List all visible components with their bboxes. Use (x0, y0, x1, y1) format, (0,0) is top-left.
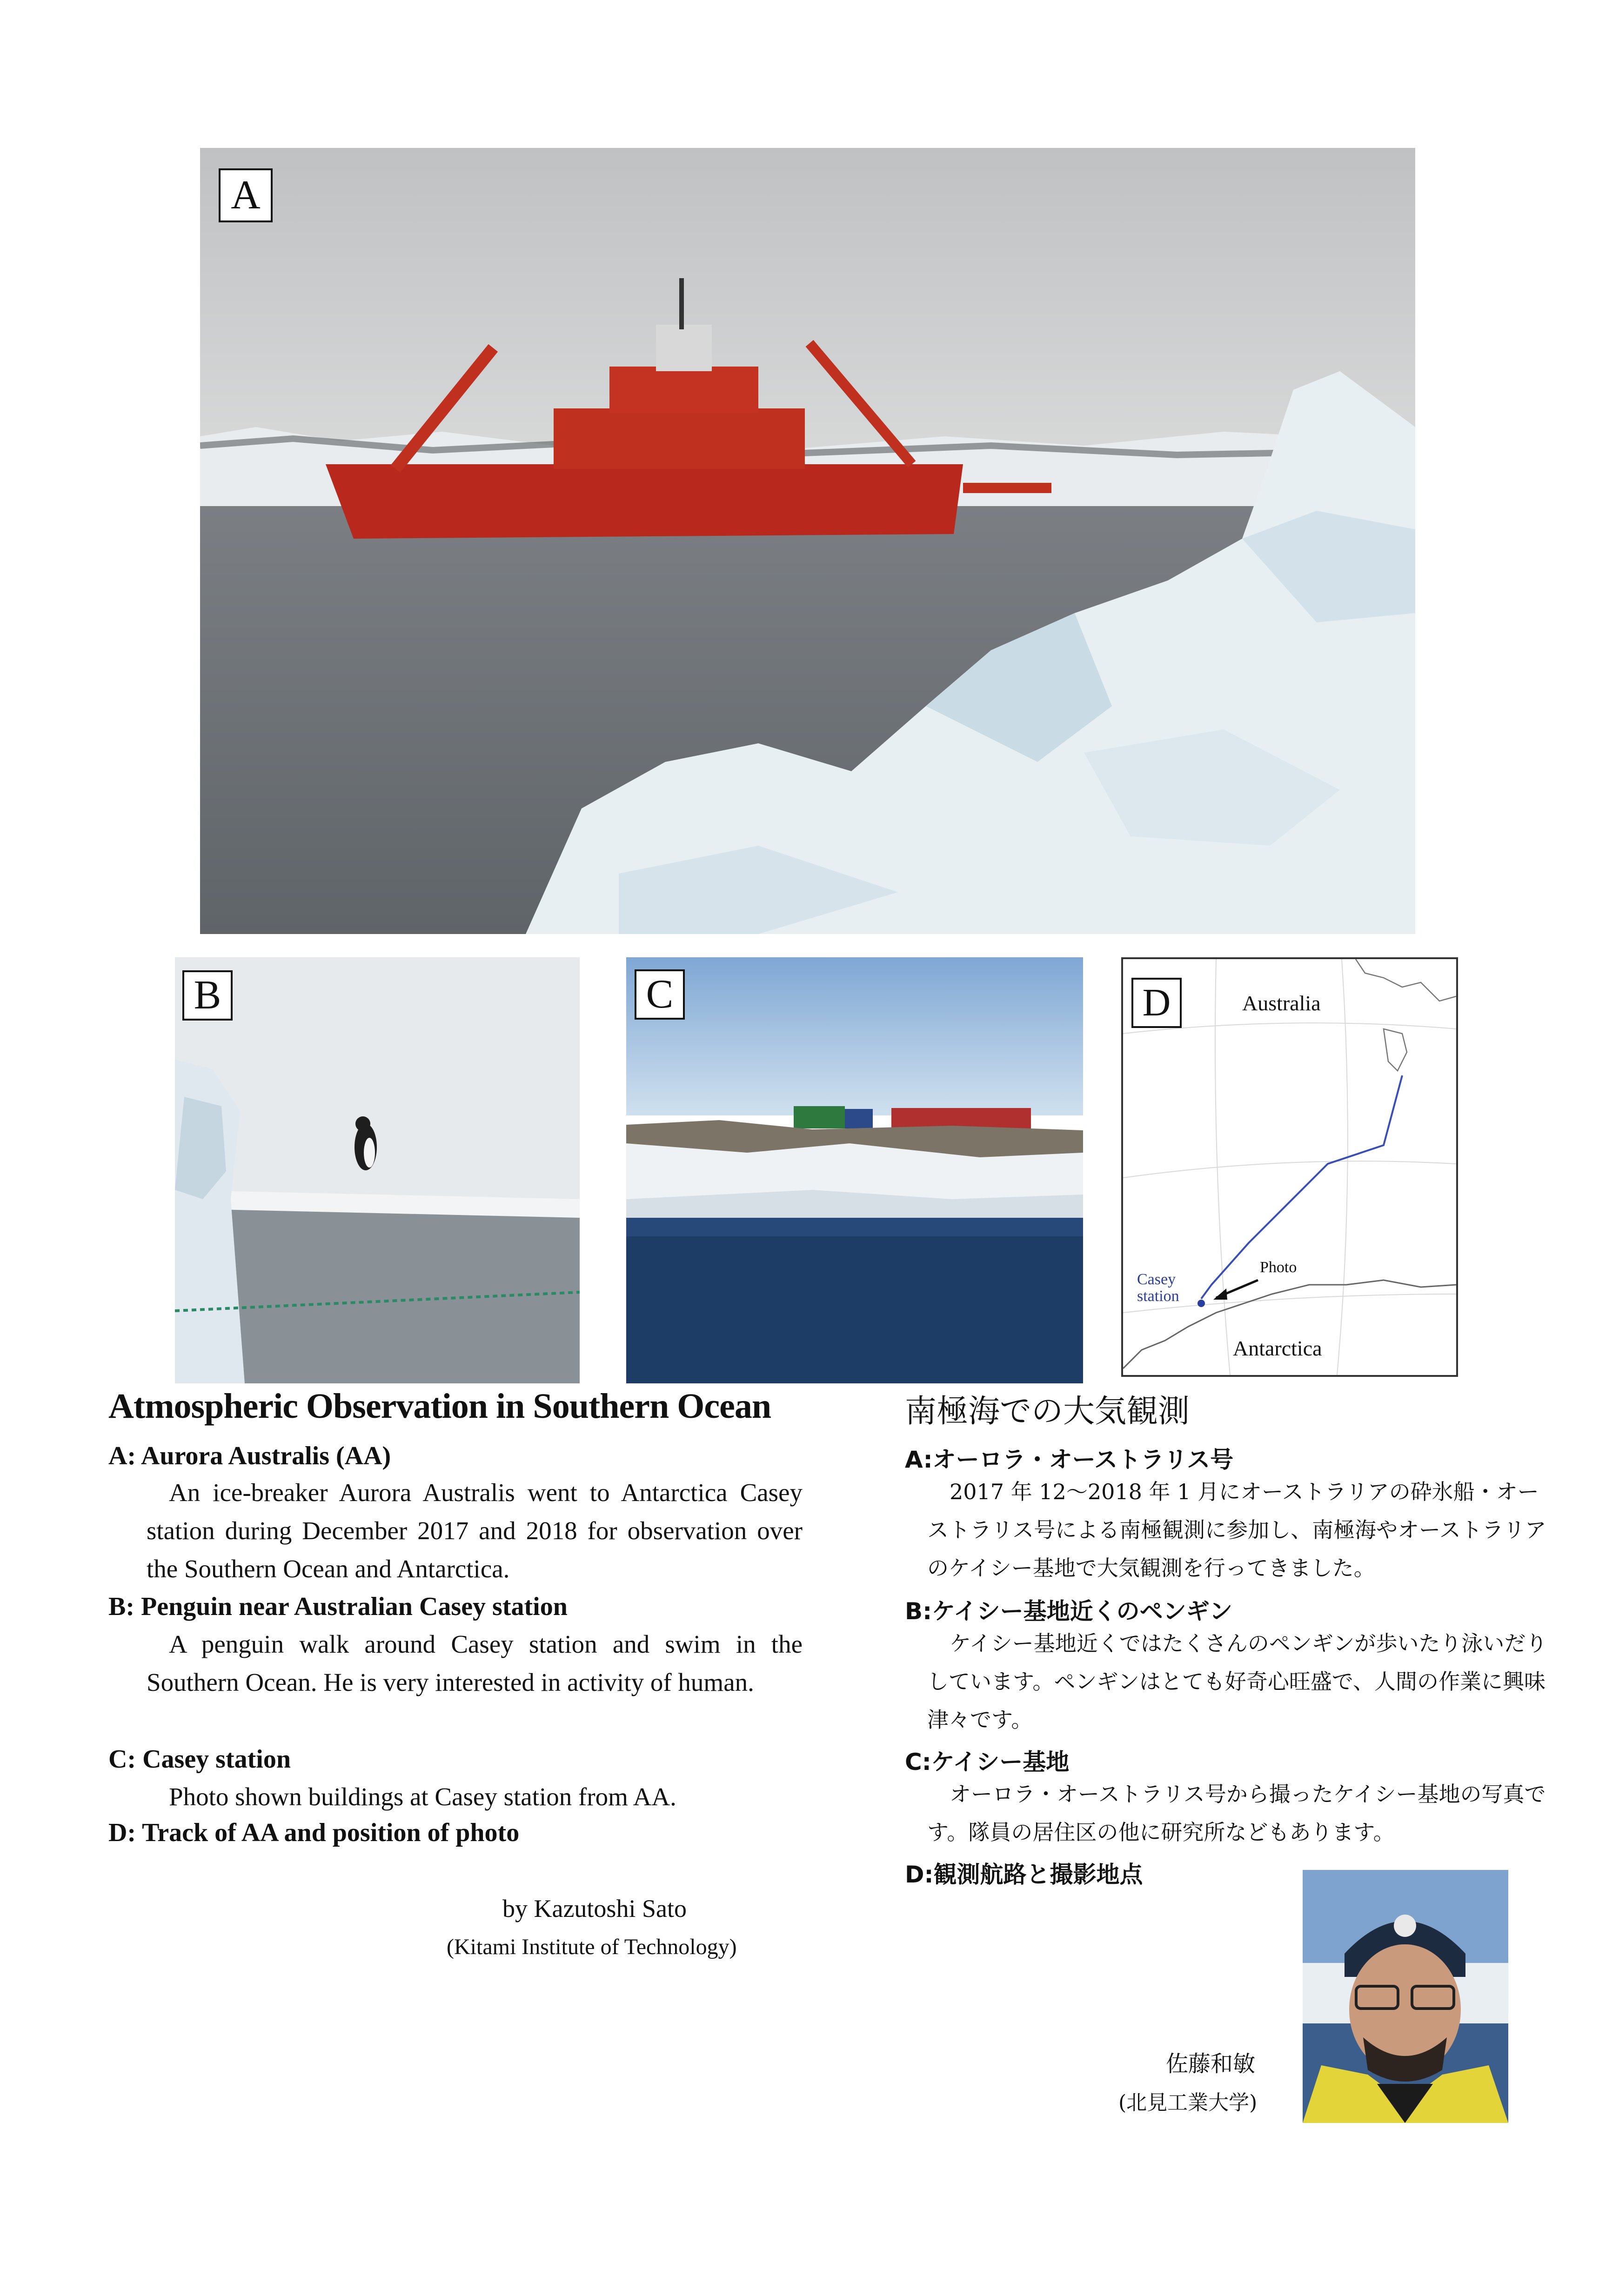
map-d-track (1121, 957, 1458, 1377)
japanese-title: 南極海での大気観測 (905, 1393, 1190, 1430)
photo-b-penguin (175, 957, 580, 1383)
english-c-body: Photo shown buildings at Casey station from AA. (169, 1782, 676, 1811)
english-a-body: An ice-breaker Aurora Australis went to Antarctica Casey station during December 2017 and 2018 for observation over the Southern Ocean and Antarctica. (147, 1478, 803, 1583)
map-label-antarctica: Antarctica (1233, 1336, 1322, 1360)
english-author: by Kazutoshi Sato (502, 1895, 687, 1922)
map-label-photo: Photo (1260, 1259, 1297, 1276)
panel-label-c: C (635, 969, 685, 1020)
japanese-b-heading: B:ケイシー基地近くのペンギン (905, 1598, 1233, 1625)
panel-label-d: D (1131, 978, 1182, 1028)
english-a-heading: A: Aurora Australis (AA) (108, 1442, 391, 1470)
english-affiliation: (Kitami Institute of Technology) (447, 1935, 737, 1959)
english-c-heading: C: Casey station (108, 1745, 291, 1774)
japanese-d-heading: D:観測航路と撮影地点 (905, 1861, 1143, 1888)
english-b-body: A penguin walk around Casey station and swim in the Southern Ocean. He is very interested in activity of human. (147, 1630, 803, 1696)
casey-station-marker (1198, 1300, 1205, 1307)
japanese-b-body: ケイシー基地近くではたくさんのペンギンが歩いたり泳いだりしています。ペンギンはとても好奇心旺盛で、人間の作業に興味津々です。 (927, 1631, 1547, 1732)
japanese-c-heading: C:ケイシー基地 (905, 1749, 1070, 1775)
japanese-a-body: 2017 年 12～2018 年 1 月にオーストラリアの砕氷船・オーストラリス号による南極観測に参加し、南極海やオーストラリアのケイシー基地で大気観測を行ってきました。 (927, 1479, 1546, 1581)
panel-label-b: B (182, 970, 233, 1021)
japanese-c-body: オーロラ・オーストラリス号から撮ったケイシー基地の写真です。隊員の居住区の他に研究所などもあります。 (927, 1782, 1546, 1845)
ship-track (1201, 1075, 1402, 1299)
panel-label-a: A (219, 168, 273, 222)
map-label-casey-line1: Casey (1137, 1271, 1176, 1288)
australia-coastline (1356, 959, 1456, 1001)
map-label-casey-line2: station (1137, 1288, 1179, 1305)
japanese-author: 佐藤和敏 (1166, 2051, 1256, 2077)
english-d-heading: D: Track of AA and position of photo (108, 1818, 520, 1847)
author-portrait (1303, 1870, 1508, 2123)
japanese-a-heading: A:オーロラ・オーストラリス号 (905, 1446, 1234, 1473)
photo-c-casey-station (626, 957, 1083, 1383)
english-b-heading: B: Penguin near Australian Casey station (108, 1592, 568, 1621)
english-title: Atmospheric Observation in Southern Ocean (108, 1387, 771, 1426)
map-label-australia: Australia (1242, 991, 1321, 1015)
japanese-affiliation: (北見工業大学) (1118, 2091, 1258, 2115)
photo-a-icebreaker (200, 148, 1415, 934)
